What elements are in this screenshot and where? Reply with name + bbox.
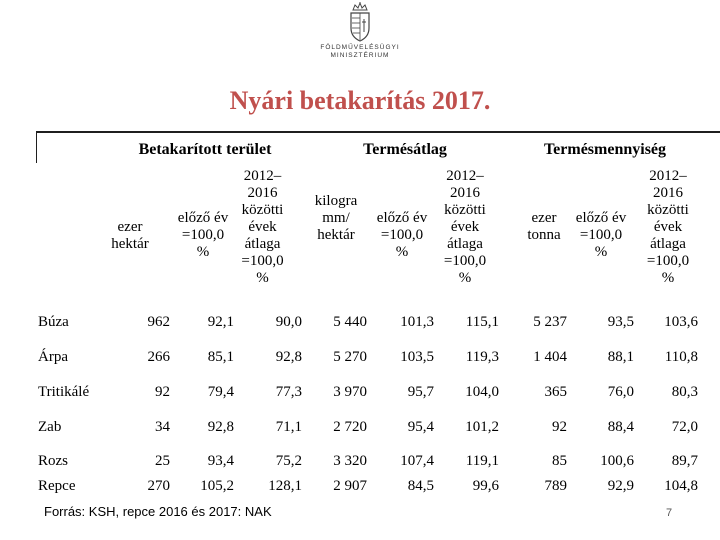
- table-cell: 119,1: [465, 453, 499, 469]
- table-cell: 270: [147, 478, 170, 494]
- table-cell: 1 404: [533, 349, 567, 365]
- table-cell: 103,5: [400, 349, 434, 365]
- group-header: Termésátlag: [363, 141, 447, 158]
- table-cell: 128,1: [268, 478, 302, 494]
- group-header: Betakarított terület: [138, 141, 272, 158]
- table-cell: 80,3: [671, 384, 698, 400]
- table-cell: 95,4: [407, 419, 434, 435]
- table-cell: 789: [544, 478, 567, 494]
- table-cell: 88,1: [607, 349, 634, 365]
- row-label: Búza: [38, 314, 69, 330]
- table-cell: 34: [155, 419, 170, 435]
- row-label: Árpa: [38, 349, 68, 365]
- table-cell: 105,2: [200, 478, 234, 494]
- table-cell: 76,0: [607, 384, 634, 400]
- harvest-table: [0, 133, 720, 503]
- column-header: 2012– 2016 közötti évek átlaga =100,0 %: [241, 168, 284, 286]
- table-cell: 104,0: [465, 384, 499, 400]
- table-cell: 92: [155, 384, 170, 400]
- table-cell: 72,0: [671, 419, 698, 435]
- table-cell: 3 970: [333, 384, 367, 400]
- table-cell: 962: [147, 314, 170, 330]
- table-cell: 88,4: [607, 419, 634, 435]
- table-cell: 2 907: [333, 478, 367, 494]
- table-cell: 95,7: [407, 384, 434, 400]
- row-label: Rozs: [38, 453, 68, 469]
- group-header: Termésmennyiség: [543, 141, 667, 158]
- table-cell: 100,6: [600, 453, 634, 469]
- table-cell: 92,1: [207, 314, 234, 330]
- table-cell: 92,8: [275, 349, 302, 365]
- column-header: ezer tonna: [527, 210, 561, 243]
- table-cell: 101,2: [465, 419, 499, 435]
- table-cell: 93,4: [207, 453, 234, 469]
- table-cell: 110,8: [664, 349, 698, 365]
- table-cell: 2 720: [333, 419, 367, 435]
- table-cell: 5 440: [333, 314, 367, 330]
- table-cell: 103,6: [664, 314, 698, 330]
- table-cell: 75,2: [275, 453, 302, 469]
- table-cell: 85: [552, 453, 567, 469]
- ministry-name: [300, 44, 420, 60]
- table-cell: 104,8: [664, 478, 698, 494]
- table-cell: 115,1: [465, 314, 499, 330]
- table-cell: 85,1: [207, 349, 234, 365]
- table-cell: 119,3: [465, 349, 499, 365]
- column-header: kilogra mm/ hektár: [314, 193, 358, 243]
- row-label: Zab: [38, 419, 62, 435]
- ministry-logo: [300, 2, 420, 70]
- row-label: Repce: [38, 478, 76, 494]
- column-header: ezer hektár: [111, 219, 149, 252]
- ministry-name-line1: FÖLDMŰVELÉSÜGYI: [320, 44, 400, 51]
- coat-of-arms-icon: [347, 2, 373, 42]
- column-header: előző év =100,0 %: [177, 210, 229, 260]
- column-header: előző év =100,0 %: [376, 210, 428, 260]
- table-cell: 84,5: [407, 478, 434, 494]
- table-cell: 92,8: [207, 419, 234, 435]
- table-cell: 71,1: [275, 419, 302, 435]
- ministry-name-line2: MINISZTÉRIUM: [330, 52, 390, 59]
- column-header: 2012– 2016 közötti évek átlaga =100,0 %: [646, 168, 690, 286]
- slide-title: Nyári betakarítás 2017.: [229, 86, 491, 115]
- table-cell: 77,3: [275, 384, 302, 400]
- table-cell: 365: [544, 384, 567, 400]
- row-label: Tritikálé: [38, 384, 90, 400]
- table-cell: 107,4: [400, 453, 434, 469]
- table-cell: 79,4: [207, 384, 234, 400]
- table-cell: 101,3: [400, 314, 434, 330]
- table-cell: 93,5: [607, 314, 634, 330]
- table-cell: 92: [552, 419, 567, 435]
- table-cell: 25: [155, 453, 170, 469]
- table-cell: 89,7: [671, 453, 698, 469]
- table-cell: 5 270: [333, 349, 367, 365]
- column-header: előző év =100,0 %: [575, 210, 627, 260]
- table-cell: 3 320: [333, 453, 367, 469]
- table-cell: 92,9: [607, 478, 634, 494]
- source-note: Forrás: KSH, repce 2016 és 2017: NAK: [44, 504, 272, 519]
- table-cell: 5 237: [533, 314, 567, 330]
- table-cell: 266: [147, 349, 170, 365]
- table-cell: 90,0: [275, 314, 302, 330]
- table-cell: 99,6: [472, 478, 499, 494]
- column-header: 2012– 2016 közötti évek átlaga =100,0 %: [443, 168, 487, 286]
- page-number: 7: [666, 507, 673, 519]
